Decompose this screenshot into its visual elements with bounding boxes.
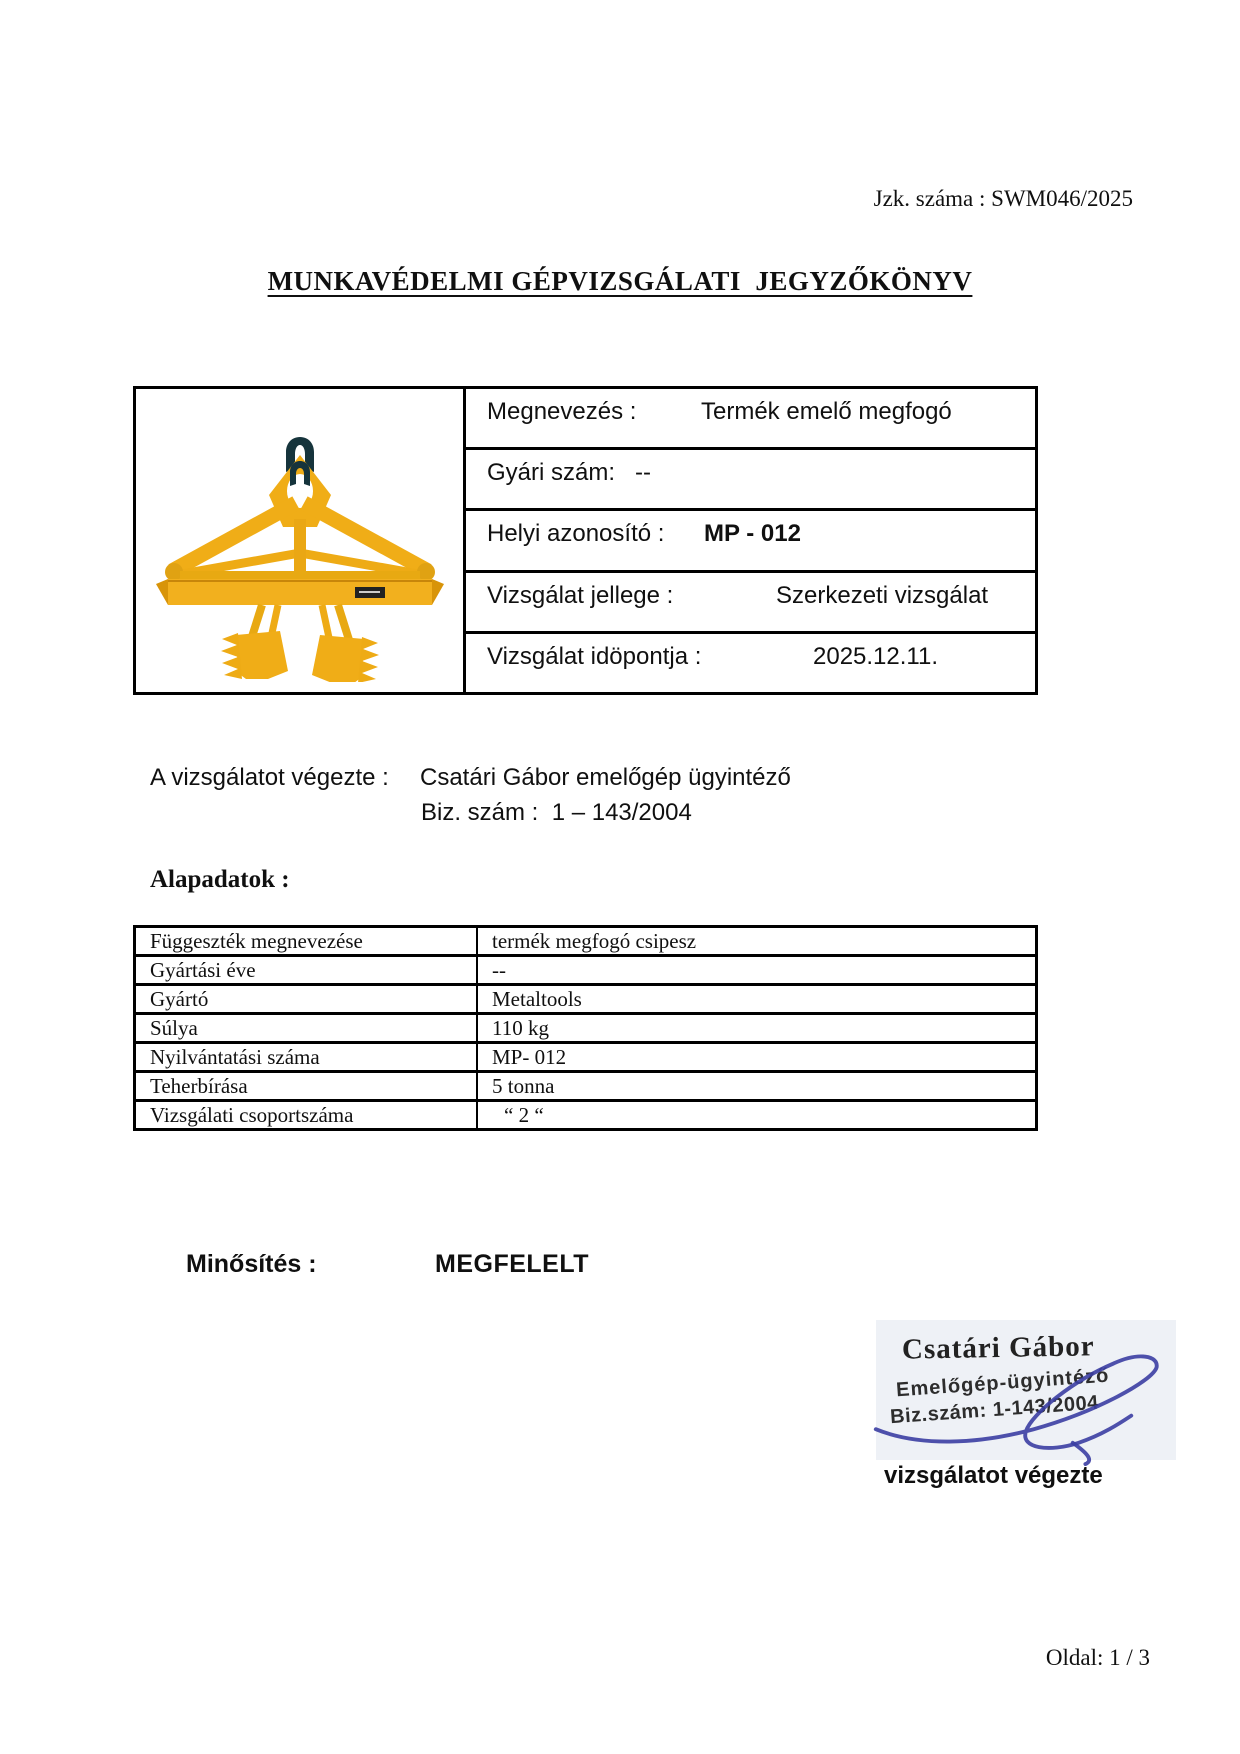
row-label: Súlya	[136, 1015, 478, 1041]
inspector-name: Csatári Gábor emelőgép ügyintéző	[420, 764, 791, 791]
inspector-cert: Biz. szám : 1 – 143/2004	[421, 799, 692, 826]
info-value: --	[635, 459, 651, 487]
inspector-label: A vizsgálatot végezte :	[150, 764, 389, 791]
row-label: Gyártó	[136, 986, 478, 1012]
info-value: Szerkezeti vizsgálat	[776, 581, 989, 609]
info-row-megnevezes	[466, 389, 1035, 450]
table-row	[136, 1073, 1035, 1102]
row-value: “ 2 “	[504, 1103, 544, 1127]
table-row	[136, 1102, 1035, 1128]
info-label: Vizsgálat idöpontja :	[487, 642, 702, 670]
page-number: Oldal: 1 / 3	[1045, 1645, 1150, 1670]
page-title: MUNKAVÉDELMI GÉPVIZSGÁLATI JEGYZŐKÖNYV	[267, 266, 973, 296]
row-value: MP- 012	[492, 1045, 567, 1069]
machine-info-rows	[466, 389, 1035, 692]
row-label: Gyártási éve	[136, 957, 478, 983]
info-row-helyi-azonosito	[466, 511, 1035, 572]
stamp-name: Csatári Gábor	[901, 1330, 1095, 1366]
table-row	[136, 957, 1035, 986]
doc-number: Jzk. száma : SWM046/2025	[873, 186, 1133, 211]
qualification-value: MEGFELELT	[435, 1250, 590, 1278]
row-value: termék megfogó csipesz	[492, 929, 697, 953]
table-row	[136, 1044, 1035, 1073]
row-label: Teherbírása	[136, 1073, 478, 1099]
stamp-caption: vizsgálatot végezte	[884, 1462, 1103, 1489]
info-value: MP - 012	[704, 520, 801, 548]
info-row-vizsgalat-jellege	[466, 573, 1035, 634]
stamp-cert: Biz.szám: 1-143/2004	[889, 1391, 1100, 1429]
machine-photo	[150, 430, 450, 682]
machine-photo-cell	[136, 389, 466, 692]
info-label: Megnevezés :	[487, 398, 637, 425]
row-value: 110 kg	[492, 1016, 549, 1040]
info-row-gyari-szam	[466, 450, 1035, 511]
info-label: Helyi azonosító :	[487, 520, 665, 548]
stamp-role: Emelőgép-ügyintéző	[895, 1364, 1111, 1402]
inspector-block	[150, 764, 950, 844]
info-value: Termék emelő megfogó	[701, 398, 952, 425]
qualification-label: Minősítés :	[186, 1250, 317, 1278]
signature-scribble	[868, 1346, 1180, 1466]
table-row	[136, 928, 1035, 957]
info-label: Gyári szám:	[487, 459, 616, 487]
row-label: Nyilvántatási száma	[136, 1044, 478, 1070]
info-label: Vizsgálat jellege :	[487, 581, 674, 609]
machine-info-table	[133, 386, 1038, 695]
info-value: 2025.12.11.	[813, 642, 939, 670]
table-row	[136, 1015, 1035, 1044]
info-row-vizsgalat-idopontja	[466, 634, 1035, 692]
row-value: --	[492, 958, 506, 982]
base-data-heading: Alapadatok :	[150, 866, 290, 893]
row-value: Metaltools	[492, 987, 582, 1011]
base-data-table	[133, 925, 1038, 1131]
row-value: 5 tonna	[492, 1074, 555, 1098]
row-label: Vizsgálati csoportszáma	[136, 1102, 478, 1128]
table-row	[136, 986, 1035, 1015]
row-label: Függeszték megnevezése	[136, 928, 478, 954]
inspector-stamp	[876, 1320, 1176, 1460]
